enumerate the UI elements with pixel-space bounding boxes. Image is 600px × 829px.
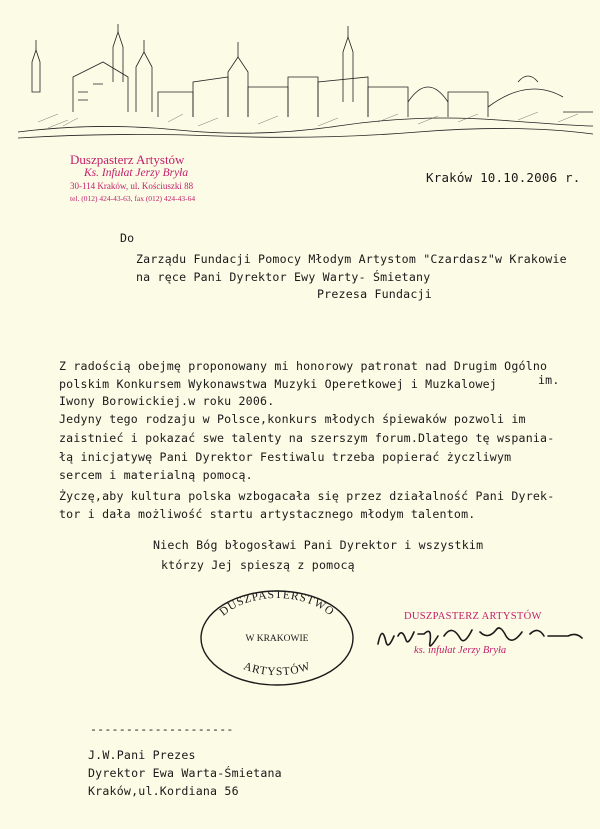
body-line-1: Z radością obejmę proponowany mi honorowy patronat nad Drugim Ogólno <box>59 359 548 373</box>
body-line-8: Życzę,aby kultura polska wzbogacała się przez działalność Pani Dyrek- <box>59 489 555 503</box>
closing-line-1: Niech Bóg błogosławi Pani Dyrektor i wszystkim <box>153 538 484 552</box>
seal-middle-text: W KRAKOWIE <box>245 634 309 644</box>
signature-stamp-org: DUSZPASTERZ ARTYSTÓW <box>404 611 542 622</box>
seal-bottom-text: ARTYSTÓW <box>241 660 313 679</box>
body-line-7: sercem i materialną pomocą. <box>59 468 253 482</box>
svg-text:ARTYSTÓW <box>242 660 312 678</box>
footer-line-2: Dyrektor Ewa Warta-Śmietana <box>88 766 282 780</box>
oval-seal-stamp <box>198 588 356 688</box>
body-line-2: polskim Konkursem Wykonawstwa Muzyki Operetkowej i Muzkalowej <box>59 377 497 391</box>
body-line-4: Jedyny tego rodzaju w Polsce,konkurs młodych śpiewaków pozwoli im <box>59 412 526 426</box>
body-line-9: tor i dała możliwość startu artystacznego młodym talentom. <box>59 507 476 521</box>
body-line-3: Iwony Borowickiej.w roku 2006. <box>59 394 275 408</box>
letterhead-phone: tel. (012) 424-43-63, fax (012) 424-43-64 <box>70 194 196 203</box>
handwritten-signature <box>372 606 590 666</box>
svg-text:DUSZPASTERSTWO <box>218 589 337 619</box>
letterhead-address: 30-114 Kraków, ul. Kościuszki 88 <box>70 181 194 191</box>
city-skyline-illustration <box>18 22 593 142</box>
footer-dashes: -------------------- <box>90 722 234 736</box>
closing-line-2: którzy Jej spieszą z pomocą <box>161 558 355 572</box>
letterhead-name: Ks. Infułat Jerzy Bryła <box>84 167 189 179</box>
seal-top-text: DUSZPASTERSTWO <box>217 588 337 619</box>
body-line-5: zaistnieć i pokazać swe talenty na szerszym forum.Dlatego tę wspania- <box>59 431 555 445</box>
recipient-line3: Prezesa Fundacji <box>317 287 432 301</box>
signature-stamp-name: ks. infułat Jerzy Bryła <box>414 645 507 656</box>
body-line-6: łą inicjatywę Pani Dyrektor Festiwalu trzeba popierać życzliwym <box>59 450 512 464</box>
letterhead-org: Duszpasterz Artystów <box>70 152 185 167</box>
recipient-line2: na ręce Pani Dyrektor Ewy Warty- Śmietany <box>136 270 431 284</box>
body-line-2b: im. <box>538 373 560 387</box>
footer-line-3: Kraków,ul.Kordiana 56 <box>88 784 239 798</box>
date-line: Kraków 10.10.2006 r. <box>426 170 581 185</box>
recipient-do: Do <box>120 231 135 245</box>
recipient-line1: Zarządu Fundacji Pomocy Młodym Artystom "Czardasz"w Krakowie <box>136 252 567 266</box>
footer-line-1: J.W.Pani Prezes <box>88 748 196 762</box>
